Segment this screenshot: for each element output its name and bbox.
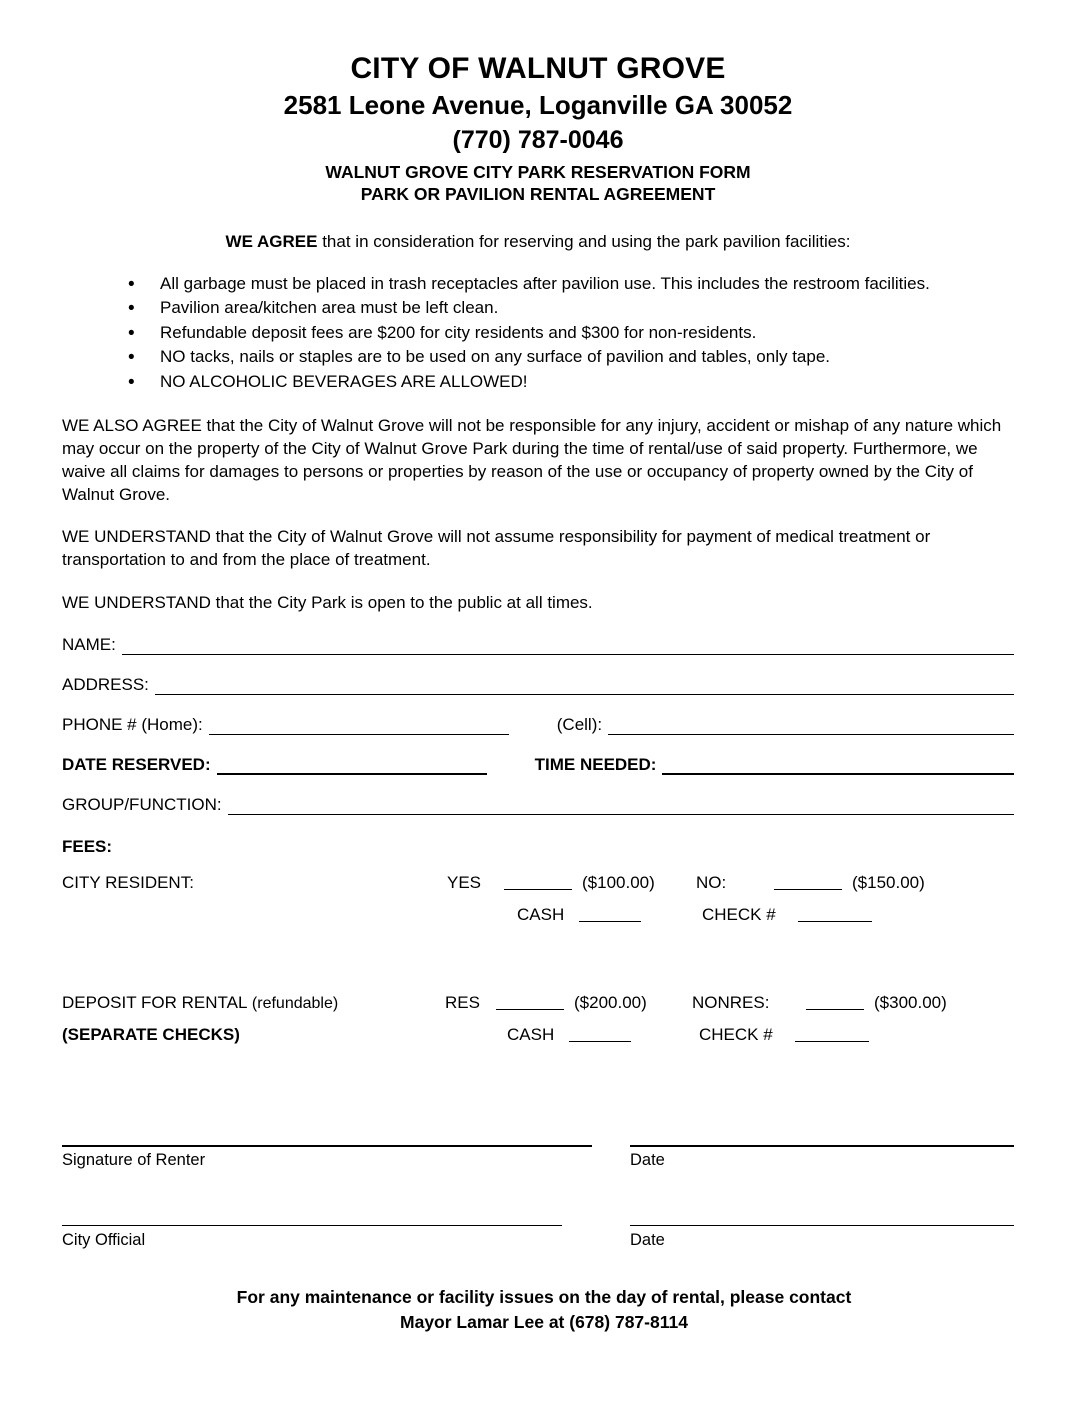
term-text: NO ALCOHOLIC BEVERAGES ARE ALLOWED! xyxy=(160,372,528,392)
cash-input[interactable] xyxy=(579,906,641,922)
group-function-label: GROUP/FUNCTION: xyxy=(62,795,222,815)
name-label: NAME: xyxy=(62,635,116,655)
fees-section xyxy=(62,869,1014,1053)
agreement-intro-rest: that in consideration for reserving and using the park pavilion facilities: xyxy=(317,231,851,251)
agreement-paragraph-3: WE UNDERSTAND that the City Park is open to the public at all times. xyxy=(62,593,593,613)
check-input-2[interactable] xyxy=(795,1026,869,1042)
phone-home-input[interactable] xyxy=(209,717,509,735)
city-resident-no-amount: ($150.00) xyxy=(852,873,925,893)
terms-list xyxy=(62,272,1014,395)
official-signature-label: City Official xyxy=(62,1231,146,1250)
renter-signature-line[interactable] xyxy=(62,1145,592,1147)
address-field-row xyxy=(62,675,1014,695)
cash-label-2: CASH xyxy=(507,1025,555,1045)
footer-line-2: Mayor Lamar Lee at (678) 787-8114 xyxy=(400,1312,688,1333)
agreement-paragraph-2: WE UNDERSTAND that the City of Walnut Grove will not assume responsibility for payment of medical treatment or transportation to and from the place of treatment. xyxy=(62,527,931,570)
footer-line-1: For any maintenance or facility issues on the day of rental, please contact xyxy=(236,1287,852,1307)
agreement-paragraph-1: WE ALSO AGREE that the City of Walnut Grove will not be responsible for any injury, accident or mishap of any nature which may occur on the property of the City of Walnut Grove Park during the time of rental/use of said property. Furthermore, we waive all claims for damages to persons or properties by reason of the use or occupancy of property owned by the City of Walnut Grove. xyxy=(62,415,1002,504)
address-label: ADDRESS: xyxy=(62,675,149,695)
form-subtitle: PARK OR PAVILION RENTAL AGREEMENT xyxy=(360,183,716,204)
deposit-payment-row xyxy=(62,1021,1014,1053)
city-resident-label: CITY RESIDENT: xyxy=(62,873,194,893)
city-resident-yes-amount: ($100.00) xyxy=(582,873,655,893)
group-function-input[interactable] xyxy=(228,797,1014,815)
address-input[interactable] xyxy=(155,677,1014,695)
signature-section xyxy=(62,1121,1014,1271)
list-item xyxy=(128,345,1014,370)
renter-date-line[interactable] xyxy=(630,1145,1014,1147)
check-input[interactable] xyxy=(798,906,872,922)
phone-home-label: PHONE # (Home): xyxy=(62,715,203,735)
cash-input-2[interactable] xyxy=(569,1026,631,1042)
deposit-nonres-label: NONRES: xyxy=(692,993,770,1013)
term-text: Refundable deposit fees are $200 for city residents and $300 for non-residents. xyxy=(160,322,757,342)
document-body xyxy=(62,52,1014,1271)
name-field-row xyxy=(62,635,1014,655)
official-date-line[interactable] xyxy=(630,1225,1014,1226)
deposit-res-input[interactable] xyxy=(496,994,564,1010)
city-address: 2581 Leone Avenue, Loganville GA 30052 xyxy=(283,89,793,120)
form-title: WALNUT GROVE CITY PARK RESERVATION FORM xyxy=(325,161,751,182)
resident-payment-row xyxy=(62,901,1014,933)
document-footer xyxy=(0,1285,1088,1336)
list-item xyxy=(128,296,1014,321)
phone-cell-label: (Cell): xyxy=(556,715,603,735)
fees-heading: FEES: xyxy=(62,837,113,857)
city-name: CITY OF WALNUT GROVE xyxy=(350,52,726,85)
list-item xyxy=(128,370,1014,395)
check-label: CHECK # xyxy=(702,905,776,925)
phone-cell-input[interactable] xyxy=(608,717,1014,735)
date-reserved-input[interactable] xyxy=(217,756,487,775)
group-function-field-row xyxy=(62,795,1014,815)
deposit-nonres-amount: ($300.00) xyxy=(874,993,947,1013)
list-item xyxy=(128,321,1014,346)
name-input[interactable] xyxy=(122,637,1014,655)
renter-signature-label: Signature of Renter xyxy=(62,1151,206,1170)
city-resident-yes-label: YES xyxy=(447,873,482,893)
term-text: NO tacks, nails or staples are to be used on any surface of pavilion and tables, only tape. xyxy=(160,347,830,367)
document-header xyxy=(62,52,1014,206)
phone-field-row xyxy=(62,715,1014,735)
term-text: All garbage must be placed in trash receptacles after pavilion use. This includes the restroom facilities. xyxy=(160,273,930,293)
city-resident-row xyxy=(62,869,1014,901)
city-phone: (770) 787-0046 xyxy=(452,125,624,154)
official-date-label: Date xyxy=(630,1231,665,1250)
fees-spacer xyxy=(62,933,1014,989)
date-reserved-label: DATE RESERVED: xyxy=(62,755,211,775)
deposit-res-amount: ($200.00) xyxy=(574,993,647,1013)
list-item xyxy=(128,272,1014,297)
time-needed-input[interactable] xyxy=(662,756,1014,775)
check-label-2: CHECK # xyxy=(699,1025,773,1045)
deposit-label xyxy=(62,993,338,1013)
renter-date-label: Date xyxy=(630,1151,665,1170)
term-text: Pavilion area/kitchen area must be left clean. xyxy=(160,298,499,318)
deposit-label-main: DEPOSIT FOR RENTAL xyxy=(62,993,248,1013)
deposit-nonres-input[interactable] xyxy=(806,994,864,1010)
city-resident-yes-input[interactable] xyxy=(504,874,572,890)
agreement-intro xyxy=(62,232,1014,252)
city-resident-no-input[interactable] xyxy=(774,874,842,890)
deposit-label-note: (refundable) xyxy=(247,995,339,1013)
deposit-res-label: RES xyxy=(445,993,480,1013)
separate-checks-note: (SEPARATE CHECKS) xyxy=(62,1025,240,1045)
agreement-intro-bold: WE AGREE xyxy=(225,231,318,251)
official-signature-line[interactable] xyxy=(62,1225,562,1226)
city-resident-no-label: NO: xyxy=(696,873,727,893)
deposit-row xyxy=(62,989,1014,1021)
date-time-field-row xyxy=(62,755,1014,775)
cash-label: CASH xyxy=(517,905,565,925)
time-needed-label: TIME NEEDED: xyxy=(534,755,657,775)
